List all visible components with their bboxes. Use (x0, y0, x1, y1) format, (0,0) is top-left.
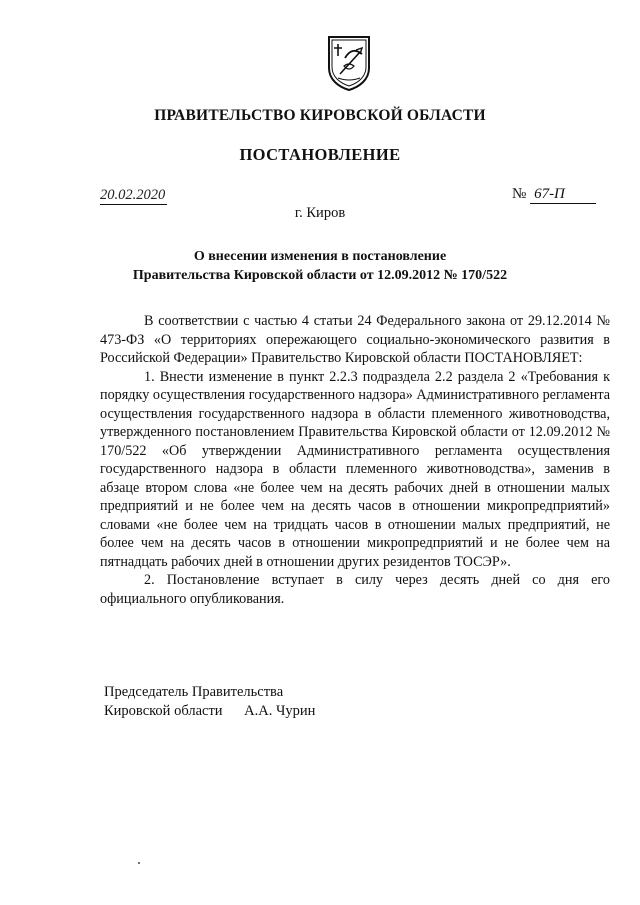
document-title-line2: Правительства Кировской области от 12.09.2012 № 170/522 (132, 268, 508, 283)
scan-speck (138, 862, 140, 864)
document-number (512, 186, 596, 204)
number-value: 67-П (530, 186, 596, 204)
document-title (100, 247, 540, 285)
preamble-paragraph: В соответствии с частью 4 статьи 24 Федерального закона от 29.12.2014 № 473-ФЗ «О территориях опережающего социально-экономического развития в Российской Федерации» Правительство Кировской области ПОСТАНОВЛЯЕТ: (100, 313, 610, 366)
coat-of-arms-icon (326, 34, 372, 92)
city: г. Киров (294, 205, 346, 221)
government-title: ПРАВИТЕЛЬСТВО КИРОВСКОЙ ОБЛАСТИ (154, 107, 486, 124)
signatory-position: Председатель Правительства (104, 684, 284, 700)
signature-block (104, 683, 315, 721)
number-sign: № (512, 186, 527, 202)
document-type: ПОСТАНОВЛЕНИЕ (239, 145, 401, 164)
signatory-region: Кировской области (104, 703, 223, 719)
item-1-paragraph: 1. Внести изменение в пункт 2.2.3 подраздела 2.2 раздела 2 «Требования к порядку осуществления государственного надзора» Административного регламента осуществления государственного надзора в области племенного животноводства, утвержденного постановлением Правительства Кировской области от 12.09.2012 № 170/522 «Об утверждении Административного регламента осуществления государственного надзора в области племенного животноводства», заменив в абзаце втором слова «не более чем на десять рабочих дней в отношении малых предприятий и не более чем на десять часов в отношении микропредприятий» словами «не более чем на тридцать часов в отношении малых предприятий, не более чем на десять часов в отношении микропредприятий и не более чем на пятнадцать рабочих дней в отношении других резидентов ТОСЭР». (100, 368, 610, 570)
document-body (100, 312, 610, 608)
document-date: 20.02.2020 (100, 187, 166, 203)
item-2-paragraph: 2. Постановление вступает в силу через десять дней со дня его официального опубликования. (100, 572, 610, 607)
document-title-line1: О внесении изменения в постановление (193, 249, 447, 264)
signatory-name: А.А. Чурин (244, 703, 316, 719)
